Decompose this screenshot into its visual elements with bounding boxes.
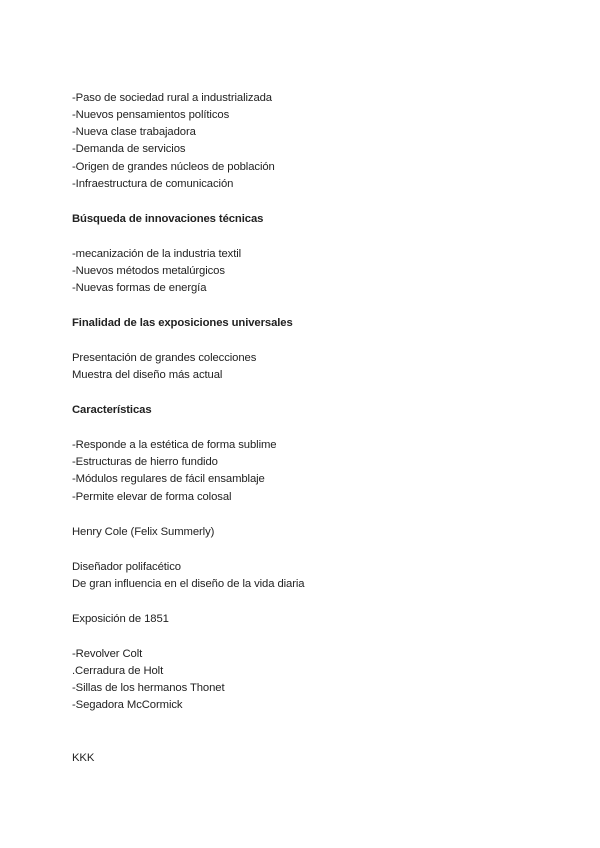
list-item: -Estructuras de hierro fundido — [72, 456, 218, 468]
list-item: -Permite elevar de forma colosal — [72, 491, 232, 503]
list-item: -Revolver Colt — [72, 648, 143, 660]
section-heading-finalidad: Finalidad de las exposiciones universales — [72, 317, 293, 329]
list-item: -Origen de grandes núcleos de población — [72, 161, 275, 173]
list-item: -Demanda de servicios — [72, 143, 186, 155]
paragraph-exposicion-1851: Exposición de 1851 — [72, 613, 169, 625]
list-item: -Nuevos pensamientos políticos — [72, 109, 230, 121]
list-item: .Cerradura de Holt — [72, 665, 164, 677]
list-item: -Paso de sociedad rural a industrializada — [72, 92, 272, 104]
list-item: -mecanización de la industria textil — [72, 248, 242, 260]
list-item: Diseñador polifacético — [72, 561, 181, 573]
list-item: De gran influencia en el diseño de la vida diaria — [72, 578, 305, 590]
list-item: -Nueva clase trabajadora — [72, 126, 196, 138]
section-heading-innovaciones: Búsqueda de innovaciones técnicas — [72, 213, 264, 225]
paragraph-henry-cole: Henry Cole (Felix Summerly) — [72, 526, 215, 538]
footer-text: KKK — [72, 752, 95, 764]
list-item: -Infraestructura de comunicación — [72, 178, 234, 190]
list-item: -Módulos regulares de fácil ensamblaje — [72, 473, 265, 485]
list-item: -Responde a la estética de forma sublime — [72, 439, 277, 451]
list-item: -Sillas de los hermanos Thonet — [72, 682, 225, 694]
list-item: Presentación de grandes colecciones — [72, 352, 257, 364]
section-heading-caracteristicas: Características — [72, 404, 152, 416]
list-item: -Segadora McCormick — [72, 699, 183, 711]
list-item: -Nuevos métodos metalúrgicos — [72, 265, 225, 277]
list-item: -Nuevas formas de energía — [72, 282, 207, 294]
list-item: Muestra del diseño más actual — [72, 369, 223, 381]
